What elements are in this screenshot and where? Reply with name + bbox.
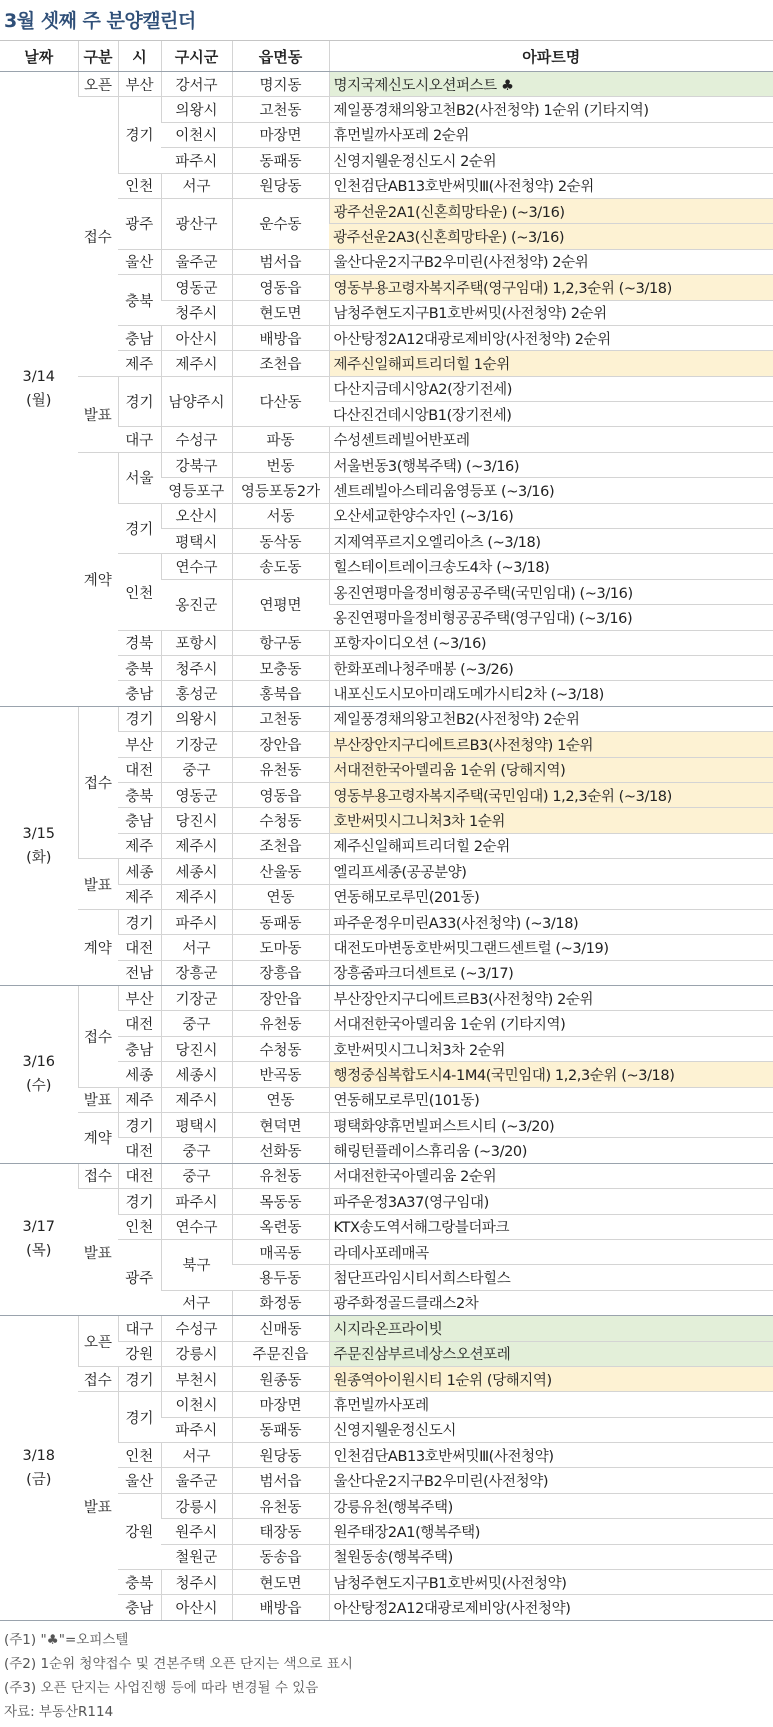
apartment-name: 오산세교한양수자인 (~3/16) bbox=[329, 503, 773, 528]
apartment-name: 아산탕정2A12대광로제비앙(사전청약) bbox=[329, 1595, 773, 1620]
city-cell: 광주 bbox=[118, 198, 161, 249]
district-cell: 파주시 bbox=[161, 1189, 232, 1214]
city-cell: 강원 bbox=[118, 1493, 161, 1569]
town-cell: 마장면 bbox=[232, 122, 329, 147]
apartment-name: 광주화정골드클래스2차 bbox=[329, 1290, 773, 1315]
town-cell: 운수동 bbox=[232, 198, 329, 249]
apartment-name: 남청주현도지구B1호반써밋(사전청약) bbox=[329, 1570, 773, 1595]
city-cell: 대구 bbox=[118, 1316, 161, 1341]
apartment-name: 인천검단AB13호반써밋Ⅲ(사전청약) 2순위 bbox=[329, 173, 773, 198]
apartment-name: 철원동송(행복주택) bbox=[329, 1544, 773, 1569]
district-cell: 이천시 bbox=[161, 122, 232, 147]
city-cell: 인천 bbox=[118, 554, 161, 630]
district-cell: 중구 bbox=[161, 1011, 232, 1036]
table-header-row bbox=[0, 41, 773, 72]
apartment-name: 광주선운2A3(신혼희망타운) (~3/16) bbox=[329, 224, 773, 249]
town-cell: 장흥읍 bbox=[232, 960, 329, 985]
district-cell: 중구 bbox=[161, 1163, 232, 1188]
town-cell: 동송읍 bbox=[232, 1544, 329, 1569]
apartment-name: 해링턴플레이스휴리움 (~3/20) bbox=[329, 1138, 773, 1163]
footnotes bbox=[4, 1628, 353, 1724]
city-cell: 인천 bbox=[118, 1443, 161, 1468]
city-cell: 충남 bbox=[118, 681, 161, 706]
district-cell: 의왕시 bbox=[161, 706, 232, 731]
header-type: 구분 bbox=[78, 41, 118, 72]
town-cell: 유천동 bbox=[232, 1493, 329, 1518]
district-cell: 영동군 bbox=[161, 275, 232, 300]
apartment-name: 포항자이디오션 (~3/16) bbox=[329, 630, 773, 655]
apartment-name: 수성센트레빌어반포레 bbox=[329, 427, 773, 452]
district-cell: 철원군 bbox=[161, 1544, 232, 1569]
type-cell: 발표 bbox=[78, 1087, 118, 1112]
apartment-name: 제일풍경채의왕고천B2(사전청약) 1순위 (기타지역) bbox=[329, 97, 773, 122]
table-row bbox=[0, 1316, 773, 1341]
city-cell: 인천 bbox=[118, 173, 161, 198]
town-cell: 영동읍 bbox=[232, 782, 329, 807]
date-cell: 3/18 (금) bbox=[0, 1316, 78, 1621]
apartment-name: 신영지웰운정신도시 2순위 bbox=[329, 148, 773, 173]
city-cell: 경기 bbox=[118, 706, 161, 731]
district-cell: 제주시 bbox=[161, 884, 232, 909]
city-cell: 경기 bbox=[118, 1189, 161, 1214]
town-cell: 다산동 bbox=[232, 376, 329, 427]
town-cell: 반곡동 bbox=[232, 1062, 329, 1087]
header-city: 시 bbox=[118, 41, 161, 72]
apartment-name: 영동부용고령자복지주택(국민임대) 1,2,3순위 (~3/18) bbox=[329, 782, 773, 807]
city-cell: 경기 bbox=[118, 1392, 161, 1443]
apartment-name: 서대전한국아델리움 1순위 (당해지역) bbox=[329, 757, 773, 782]
city-cell: 세종 bbox=[118, 1062, 161, 1087]
city-cell: 경북 bbox=[118, 630, 161, 655]
town-cell: 원종동 bbox=[232, 1366, 329, 1391]
table-row bbox=[0, 909, 773, 934]
district-cell: 장흥군 bbox=[161, 960, 232, 985]
type-cell: 오픈 bbox=[78, 72, 118, 97]
district-cell: 울주군 bbox=[161, 249, 232, 274]
town-cell: 연동 bbox=[232, 1087, 329, 1112]
district-cell: 파주시 bbox=[161, 148, 232, 173]
table-row bbox=[0, 1163, 773, 1188]
table-row bbox=[0, 859, 773, 884]
district-cell: 의왕시 bbox=[161, 97, 232, 122]
city-cell: 전남 bbox=[118, 960, 161, 985]
city-cell: 대구 bbox=[118, 427, 161, 452]
type-cell: 접수 bbox=[78, 1163, 118, 1188]
apartment-name: 제일풍경채의왕고천B2(사전청약) 2순위 bbox=[329, 706, 773, 731]
town-cell: 영동읍 bbox=[232, 275, 329, 300]
town-cell: 유천동 bbox=[232, 757, 329, 782]
district-cell: 강릉시 bbox=[161, 1341, 232, 1366]
town-cell: 모충동 bbox=[232, 655, 329, 680]
date-cell: 3/14 (월) bbox=[0, 72, 78, 707]
city-cell: 서울 bbox=[118, 452, 161, 503]
apartment-name: 센트레빌아스테리움영등포 (~3/16) bbox=[329, 478, 773, 503]
town-cell: 유천동 bbox=[232, 1163, 329, 1188]
district-cell: 울주군 bbox=[161, 1468, 232, 1493]
apartment-name: 휴먼빌까사포레 bbox=[329, 1392, 773, 1417]
header-town: 읍면동 bbox=[232, 41, 329, 72]
apartment-name: 옹진연평마을정비형공공주택(영구임대) (~3/16) bbox=[329, 605, 773, 630]
town-cell: 동패동 bbox=[232, 1417, 329, 1442]
city-cell: 경기 bbox=[118, 503, 161, 554]
note-3: (주3) 오픈 단지는 사업진행 등에 따라 변경될 수 있음 bbox=[4, 1680, 319, 1696]
apartment-name: 울산다운2지구B2우미린(사전청약) 2순위 bbox=[329, 249, 773, 274]
table-row bbox=[0, 72, 773, 97]
town-cell: 현도면 bbox=[232, 300, 329, 325]
apartment-name: 남청주현도지구B1호반써밋(사전청약) 2순위 bbox=[329, 300, 773, 325]
table-row bbox=[0, 452, 773, 477]
town-cell: 마장면 bbox=[232, 1392, 329, 1417]
district-cell: 청주시 bbox=[161, 655, 232, 680]
city-cell: 경기 bbox=[118, 1366, 161, 1391]
apartment-name: 라데사포레매곡 bbox=[329, 1239, 773, 1264]
town-cell: 범서읍 bbox=[232, 249, 329, 274]
town-cell: 수청동 bbox=[232, 808, 329, 833]
city-cell: 대전 bbox=[118, 757, 161, 782]
table-row bbox=[0, 1113, 773, 1138]
apartment-name: 부산장안지구디에트르B3(사전청약) 1순위 bbox=[329, 732, 773, 757]
district-cell: 당진시 bbox=[161, 808, 232, 833]
apartment-name: 부산장안지구디에트르B3(사전청약) 2순위 bbox=[329, 986, 773, 1011]
district-cell: 서구 bbox=[161, 1290, 232, 1315]
district-cell: 서구 bbox=[161, 1443, 232, 1468]
city-cell: 인천 bbox=[118, 1214, 161, 1239]
city-cell: 광주 bbox=[118, 1239, 161, 1315]
apartment-name: 휴먼빌까사포레 2순위 bbox=[329, 122, 773, 147]
town-cell: 배방읍 bbox=[232, 1595, 329, 1620]
town-cell: 유천동 bbox=[232, 1011, 329, 1036]
district-cell: 파주시 bbox=[161, 1417, 232, 1442]
apartment-name: 원종역아이원시티 1순위 (당해지역) bbox=[329, 1366, 773, 1391]
town-cell: 조천읍 bbox=[232, 833, 329, 858]
city-cell: 충남 bbox=[118, 808, 161, 833]
city-cell: 부산 bbox=[118, 732, 161, 757]
district-cell: 이천시 bbox=[161, 1392, 232, 1417]
town-cell: 조천읍 bbox=[232, 351, 329, 376]
district-cell: 아산시 bbox=[161, 325, 232, 350]
page-title: 3월 셋째 주 분양캘린더 bbox=[4, 10, 196, 32]
table-row bbox=[0, 1087, 773, 1112]
district-cell: 세종시 bbox=[161, 859, 232, 884]
district-cell: 제주시 bbox=[161, 833, 232, 858]
calendar-table bbox=[0, 40, 773, 1621]
district-cell: 기장군 bbox=[161, 986, 232, 1011]
district-cell: 연수구 bbox=[161, 1214, 232, 1239]
apartment-name: 인천검단AB13호반써밋Ⅲ(사전청약) bbox=[329, 1443, 773, 1468]
district-cell: 서구 bbox=[161, 935, 232, 960]
apartment-name: 영동부용고령자복지주택(영구임대) 1,2,3순위 (~3/18) bbox=[329, 275, 773, 300]
city-cell: 충북 bbox=[118, 655, 161, 680]
district-cell: 중구 bbox=[161, 1138, 232, 1163]
apartment-name: 아산탕정2A12대광로제비앙(사전청약) 2순위 bbox=[329, 325, 773, 350]
city-cell: 제주 bbox=[118, 833, 161, 858]
city-cell: 제주 bbox=[118, 884, 161, 909]
district-cell: 강릉시 bbox=[161, 1493, 232, 1518]
apartment-name: 서대전한국아델리움 2순위 bbox=[329, 1163, 773, 1188]
header-date: 날짜 bbox=[0, 41, 78, 72]
type-cell: 접수 bbox=[78, 1366, 118, 1391]
type-cell: 발표 bbox=[78, 376, 118, 452]
type-cell: 발표 bbox=[78, 1189, 118, 1316]
table-row bbox=[0, 1366, 773, 1391]
apartment-name: 다산진건데시앙B1(장기전세) bbox=[329, 402, 773, 427]
type-cell: 계약 bbox=[78, 452, 118, 706]
district-cell: 제주시 bbox=[161, 1087, 232, 1112]
town-cell: 동삭동 bbox=[232, 529, 329, 554]
city-cell: 강원 bbox=[118, 1341, 161, 1366]
city-cell: 충북 bbox=[118, 782, 161, 807]
header-district: 구시군 bbox=[161, 41, 232, 72]
apartment-name: 원주태장2A1(행복주택) bbox=[329, 1519, 773, 1544]
town-cell: 범서읍 bbox=[232, 1468, 329, 1493]
apartment-name: 옹진연평마을정비형공공주택(국민임대) (~3/16) bbox=[329, 579, 773, 604]
town-cell: 원당동 bbox=[232, 1443, 329, 1468]
city-cell: 충남 bbox=[118, 325, 161, 350]
town-cell: 주문진읍 bbox=[232, 1341, 329, 1366]
district-cell: 아산시 bbox=[161, 1595, 232, 1620]
district-cell: 광산구 bbox=[161, 198, 232, 249]
type-cell: 접수 bbox=[78, 986, 118, 1088]
apartment-name: 제주신일해피트리더힐 2순위 bbox=[329, 833, 773, 858]
district-cell: 기장군 bbox=[161, 732, 232, 757]
district-cell: 강서구 bbox=[161, 72, 232, 97]
table-row bbox=[0, 1189, 773, 1214]
town-cell: 원당동 bbox=[232, 173, 329, 198]
district-cell: 평택시 bbox=[161, 1113, 232, 1138]
apartment-name: 호반써밋시그니처3차 2순위 bbox=[329, 1036, 773, 1061]
apartment-name: 주문진삼부르네상스오션포레 bbox=[329, 1341, 773, 1366]
apartment-name: 행정중심복합도시4-1M4(국민임대) 1,2,3순위 (~3/18) bbox=[329, 1062, 773, 1087]
district-cell: 부천시 bbox=[161, 1366, 232, 1391]
city-cell: 울산 bbox=[118, 249, 161, 274]
table-row bbox=[0, 97, 773, 122]
apartment-name: 내포신도시모아미래도메가시티2차 (~3/18) bbox=[329, 681, 773, 706]
apartment-name: 다산지금데시앙A2(장기전세) bbox=[329, 376, 773, 401]
apartment-name: 강릉유천(행복주택) bbox=[329, 1493, 773, 1518]
apartment-name: 엘리프세종(공공분양) bbox=[329, 859, 773, 884]
district-cell: 영등포구 bbox=[161, 478, 232, 503]
city-cell: 대전 bbox=[118, 1163, 161, 1188]
apartment-name: 서대전한국아델리움 1순위 (기타지역) bbox=[329, 1011, 773, 1036]
district-cell: 홍성군 bbox=[161, 681, 232, 706]
district-cell: 평택시 bbox=[161, 529, 232, 554]
type-cell: 발표 bbox=[78, 1392, 118, 1621]
district-cell: 파주시 bbox=[161, 909, 232, 934]
town-cell: 연동 bbox=[232, 884, 329, 909]
type-cell: 오픈 bbox=[78, 1316, 118, 1367]
table-row bbox=[0, 706, 773, 731]
city-cell: 대전 bbox=[118, 935, 161, 960]
city-cell: 대전 bbox=[118, 1138, 161, 1163]
apartment-name: 한화포레나청주매봉 (~3/26) bbox=[329, 655, 773, 680]
city-cell: 대전 bbox=[118, 1011, 161, 1036]
district-cell: 서구 bbox=[161, 173, 232, 198]
town-cell: 번동 bbox=[232, 452, 329, 477]
town-cell: 화정동 bbox=[232, 1290, 329, 1315]
district-cell: 남양주시 bbox=[161, 376, 232, 427]
town-cell: 장안읍 bbox=[232, 986, 329, 1011]
city-cell: 충북 bbox=[118, 275, 161, 326]
table-row bbox=[0, 986, 773, 1011]
city-cell: 제주 bbox=[118, 1087, 161, 1112]
town-cell: 파동 bbox=[232, 427, 329, 452]
apartment-name: 파주운정3A37(영구임대) bbox=[329, 1189, 773, 1214]
district-cell: 포항시 bbox=[161, 630, 232, 655]
town-cell: 연평면 bbox=[232, 579, 329, 630]
town-cell: 매곡동 bbox=[232, 1239, 329, 1264]
town-cell: 고천동 bbox=[232, 706, 329, 731]
city-cell: 부산 bbox=[118, 72, 161, 97]
town-cell: 용두동 bbox=[232, 1265, 329, 1290]
date-cell: 3/17 (목) bbox=[0, 1163, 78, 1315]
town-cell: 수청동 bbox=[232, 1036, 329, 1061]
header-apartment: 아파트명 bbox=[329, 41, 773, 72]
district-cell: 북구 bbox=[161, 1239, 232, 1290]
town-cell: 목동동 bbox=[232, 1189, 329, 1214]
apartment-name: 장흥줌파크더센트로 (~3/17) bbox=[329, 960, 773, 985]
town-cell: 현덕면 bbox=[232, 1113, 329, 1138]
apartment-name: 신영지웰운정신도시 bbox=[329, 1417, 773, 1442]
apartment-name: 연동해모로루민(101동) bbox=[329, 1087, 773, 1112]
district-cell: 제주시 bbox=[161, 351, 232, 376]
city-cell: 충남 bbox=[118, 1595, 161, 1620]
city-cell: 경기 bbox=[118, 376, 161, 427]
city-cell: 제주 bbox=[118, 351, 161, 376]
apartment-name: 지제역푸르지오엘리아츠 (~3/18) bbox=[329, 529, 773, 554]
apartment-name: KTX송도역서해그랑블더파크 bbox=[329, 1214, 773, 1239]
apartment-name: 힐스테이트레이크송도4차 (~3/18) bbox=[329, 554, 773, 579]
apartment-name: 연동해모로루민(201동) bbox=[329, 884, 773, 909]
source-note: 자료: 부동산R114 bbox=[4, 1704, 114, 1720]
district-cell: 연수구 bbox=[161, 554, 232, 579]
town-cell: 배방읍 bbox=[232, 325, 329, 350]
town-cell: 송도동 bbox=[232, 554, 329, 579]
city-cell: 울산 bbox=[118, 1468, 161, 1493]
town-cell: 명지동 bbox=[232, 72, 329, 97]
city-cell: 부산 bbox=[118, 986, 161, 1011]
district-cell: 수성구 bbox=[161, 1316, 232, 1341]
district-cell: 영동군 bbox=[161, 782, 232, 807]
type-cell: 발표 bbox=[78, 859, 118, 910]
city-cell: 충북 bbox=[118, 1570, 161, 1595]
district-cell: 세종시 bbox=[161, 1062, 232, 1087]
apartment-name: 제주신일해피트리더힐 1순위 bbox=[329, 351, 773, 376]
apartment-name: 평택화양휴먼빌퍼스트시티 (~3/20) bbox=[329, 1113, 773, 1138]
town-cell: 서동 bbox=[232, 503, 329, 528]
district-cell: 청주시 bbox=[161, 300, 232, 325]
date-cell: 3/15 (화) bbox=[0, 706, 78, 985]
city-cell: 경기 bbox=[118, 909, 161, 934]
town-cell: 태장동 bbox=[232, 1519, 329, 1544]
city-cell: 경기 bbox=[118, 1113, 161, 1138]
city-cell: 경기 bbox=[118, 97, 161, 173]
apartment-name: 서울번동3(행복주택) (~3/16) bbox=[329, 452, 773, 477]
town-cell: 도마동 bbox=[232, 935, 329, 960]
apartment-name: 광주선운2A1(신혼희망타운) (~3/16) bbox=[329, 198, 773, 223]
district-cell: 수성구 bbox=[161, 427, 232, 452]
type-cell: 접수 bbox=[78, 97, 118, 376]
type-cell: 계약 bbox=[78, 909, 118, 985]
town-cell: 고천동 bbox=[232, 97, 329, 122]
apartment-name: 대전도마변동호반써밋그랜드센트럴 (~3/19) bbox=[329, 935, 773, 960]
district-cell: 당진시 bbox=[161, 1036, 232, 1061]
town-cell: 동패동 bbox=[232, 909, 329, 934]
apartment-name: 울산다운2지구B2우미린(사전청약) bbox=[329, 1468, 773, 1493]
table-row bbox=[0, 376, 773, 401]
town-cell: 현도면 bbox=[232, 1570, 329, 1595]
type-cell: 계약 bbox=[78, 1113, 118, 1164]
date-cell: 3/16 (수) bbox=[0, 986, 78, 1164]
apartment-name: 명지국제신도시오션퍼스트 ♣ bbox=[329, 72, 773, 97]
town-cell: 홍북읍 bbox=[232, 681, 329, 706]
note-1: (주1) "♣"=오피스텔 bbox=[4, 1632, 129, 1648]
district-cell: 오산시 bbox=[161, 503, 232, 528]
apartment-name: 호반써밋시그니처3차 1순위 bbox=[329, 808, 773, 833]
town-cell: 항구동 bbox=[232, 630, 329, 655]
town-cell: 산울동 bbox=[232, 859, 329, 884]
town-cell: 옥련동 bbox=[232, 1214, 329, 1239]
note-2: (주2) 1순위 청약접수 및 견본주택 오픈 단지는 색으로 표시 bbox=[4, 1656, 353, 1672]
town-cell: 동패동 bbox=[232, 148, 329, 173]
town-cell: 신매동 bbox=[232, 1316, 329, 1341]
town-cell: 선화동 bbox=[232, 1138, 329, 1163]
apartment-name: 시지라온프라이빗 bbox=[329, 1316, 773, 1341]
district-cell: 청주시 bbox=[161, 1570, 232, 1595]
city-cell: 세종 bbox=[118, 859, 161, 884]
type-cell: 접수 bbox=[78, 706, 118, 858]
city-cell: 충남 bbox=[118, 1036, 161, 1061]
apartment-name: 첨단프라임시티서희스타힐스 bbox=[329, 1265, 773, 1290]
district-cell: 강북구 bbox=[161, 452, 232, 477]
district-cell: 원주시 bbox=[161, 1519, 232, 1544]
town-cell: 장안읍 bbox=[232, 732, 329, 757]
apartment-name: 파주운정우미린A33(사전청약) (~3/18) bbox=[329, 909, 773, 934]
district-cell: 중구 bbox=[161, 757, 232, 782]
district-cell: 옹진군 bbox=[161, 579, 232, 630]
town-cell: 영등포동2가 bbox=[232, 478, 329, 503]
table-row bbox=[0, 1392, 773, 1417]
